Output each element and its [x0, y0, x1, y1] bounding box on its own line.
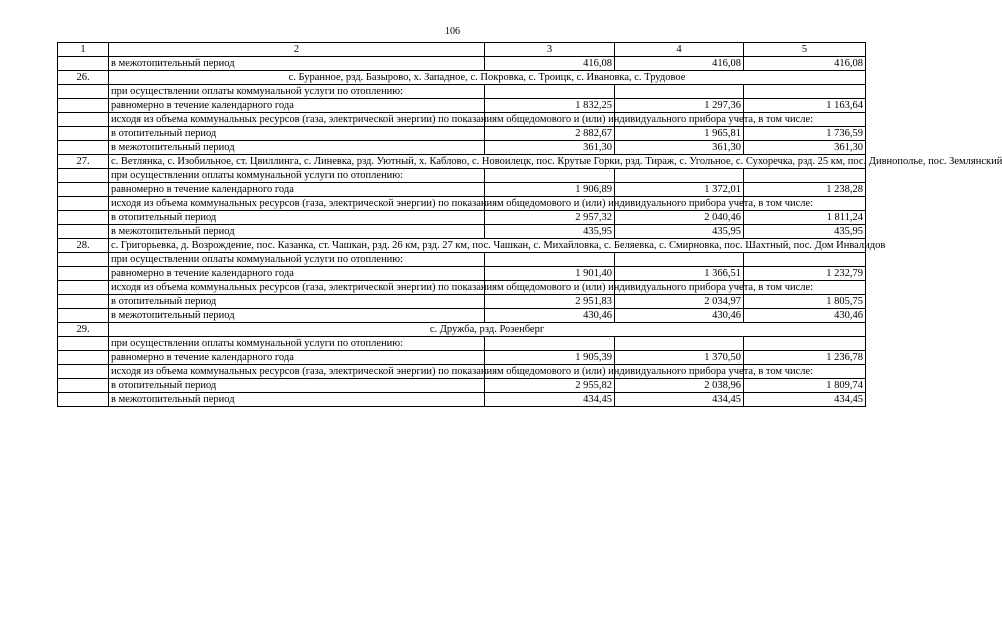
row-label: в отопительный период	[109, 379, 485, 393]
row-label: равномерно в течение календарного года	[109, 183, 485, 197]
table-row	[58, 169, 866, 183]
section-locality: с. Григорьевка, д. Возрождение, пос. Казанка, ст. Чашкан, рзд. 26 км, рзд. 27 км, пос. Чашкан, с. Михайловка, с. Беляевка, с. Смирновка, пос. Шахтный, пос. Дом Инвалидов	[109, 239, 866, 253]
table-row	[58, 211, 866, 225]
header-col-5: 5	[744, 43, 866, 57]
row-label: исходя из объема коммунальных ресурсов (газа, электрической энергии) по показаниям общедомового и (или) индивидуального прибора учета, в том числе:	[109, 113, 485, 127]
section-number: 27.	[58, 155, 109, 169]
value-cell: 1 809,74	[744, 379, 866, 393]
table-row	[58, 379, 866, 393]
value-cell: 1 805,75	[744, 295, 866, 309]
value-cell: 1 297,36	[615, 99, 744, 113]
value-cell: 361,30	[615, 141, 744, 155]
row-label: равномерно в течение календарного года	[109, 267, 485, 281]
row-label: исходя из объема коммунальных ресурсов (газа, электрической энергии) по показаниям общедомового и (или) индивидуального прибора учета, в том числе:	[109, 197, 485, 211]
value-cell: 435,95	[744, 225, 866, 239]
table-row	[58, 57, 866, 71]
value-cell: 430,46	[744, 309, 866, 323]
header-col-4: 4	[615, 43, 744, 57]
section-header-row	[58, 71, 866, 85]
value-cell: 2 882,67	[485, 127, 615, 141]
row-label: при осуществлении оплаты коммунальной услуги по отоплению:	[109, 337, 485, 351]
table-row	[58, 267, 866, 281]
value-cell: 1 366,51	[615, 267, 744, 281]
table-header-row	[58, 43, 866, 57]
value-cell: 435,95	[615, 225, 744, 239]
value-cell: 1 163,64	[744, 99, 866, 113]
row-label: исходя из объема коммунальных ресурсов (газа, электрической энергии) по показаниям общедомового и (или) индивидуального прибора учета, в том числе:	[109, 281, 485, 295]
value-cell: 1 906,89	[485, 183, 615, 197]
value-cell: 1 238,28	[744, 183, 866, 197]
value-cell: 416,08	[485, 57, 615, 71]
section-locality: с. Ветлянка, с. Изобильное, ст. Цвиллинга, с. Линевка, рзд. Уютный, х. Каблово, с. Новоилецк, пос. Крутые Горки, рзд. Тираж, с. Угольное, с. Сухоречка, рзд. 25 км, пос. Дивнополье, пос. Землянский	[109, 155, 866, 169]
value-cell: 435,95	[485, 225, 615, 239]
table-row	[58, 225, 866, 239]
value-cell: 1 736,59	[744, 127, 866, 141]
table-row	[58, 141, 866, 155]
table-row	[58, 85, 866, 99]
table-row	[58, 393, 866, 407]
table-row	[58, 99, 866, 113]
row-label: в межотопительный период	[109, 309, 485, 323]
value-cell: 434,45	[744, 393, 866, 407]
row-label: в межотопительный период	[109, 57, 485, 71]
value-cell: 416,08	[615, 57, 744, 71]
value-cell: 2 034,97	[615, 295, 744, 309]
table-row	[58, 351, 866, 365]
header-col-1: 1	[58, 43, 109, 57]
row-label: при осуществлении оплаты коммунальной услуги по отоплению:	[109, 169, 485, 183]
value-cell: 2 957,32	[485, 211, 615, 225]
value-cell: 434,45	[615, 393, 744, 407]
value-cell: 1 901,40	[485, 267, 615, 281]
value-cell: 1 965,81	[615, 127, 744, 141]
table-row	[58, 127, 866, 141]
value-cell: 2 951,83	[485, 295, 615, 309]
section-number: 28.	[58, 239, 109, 253]
row-label: при осуществлении оплаты коммунальной услуги по отоплению:	[109, 85, 485, 99]
value-cell: 1 370,50	[615, 351, 744, 365]
row-label: в межотопительный период	[109, 225, 485, 239]
section-header-row	[58, 239, 866, 253]
value-cell: 1 236,78	[744, 351, 866, 365]
value-cell: 361,30	[744, 141, 866, 155]
table-row	[58, 309, 866, 323]
section-locality: с. Буранное, рзд. Базырово, х. Западное, с. Покровка, с. Троицк, с. Ивановка, с. Трудовое	[109, 71, 866, 85]
table-row	[58, 113, 866, 127]
section-number: 29.	[58, 323, 109, 337]
value-cell: 2 038,96	[615, 379, 744, 393]
value-cell: 430,46	[615, 309, 744, 323]
row-label: в межотопительный период	[109, 393, 485, 407]
section-header-row	[58, 155, 866, 169]
value-cell: 430,46	[485, 309, 615, 323]
header-col-3: 3	[485, 43, 615, 57]
row-label: в межотопительный период	[109, 141, 485, 155]
table-row	[58, 281, 866, 295]
table-row	[58, 197, 866, 211]
row-label: исходя из объема коммунальных ресурсов (газа, электрической энергии) по показаниям общедомового и (или) индивидуального прибора учета, в том числе:	[109, 365, 485, 379]
table-row	[58, 183, 866, 197]
page-number: 106	[445, 26, 460, 37]
section-number: 26.	[58, 71, 109, 85]
value-cell: 1 905,39	[485, 351, 615, 365]
row-label: равномерно в течение календарного года	[109, 99, 485, 113]
row-label: в отопительный период	[109, 127, 485, 141]
table-row	[58, 295, 866, 309]
value-cell: 416,08	[744, 57, 866, 71]
table-row	[58, 365, 866, 379]
value-cell: 361,30	[485, 141, 615, 155]
header-col-2: 2	[109, 43, 485, 57]
value-cell: 1 811,24	[744, 211, 866, 225]
row-label: равномерно в течение календарного года	[109, 351, 485, 365]
section-locality: с. Дружба, рзд. Розенберг	[109, 323, 866, 337]
value-cell: 2 040,46	[615, 211, 744, 225]
row-label: в отопительный период	[109, 211, 485, 225]
value-cell: 2 955,82	[485, 379, 615, 393]
value-cell: 1 372,01	[615, 183, 744, 197]
value-cell: 434,45	[485, 393, 615, 407]
value-cell: 1 232,79	[744, 267, 866, 281]
table-row	[58, 337, 866, 351]
row-label: в отопительный период	[109, 295, 485, 309]
section-header-row	[58, 323, 866, 337]
row-label: при осуществлении оплаты коммунальной услуги по отоплению:	[109, 253, 485, 267]
tariff-table	[57, 42, 1002, 407]
value-cell: 1 832,25	[485, 99, 615, 113]
table-row	[58, 253, 866, 267]
